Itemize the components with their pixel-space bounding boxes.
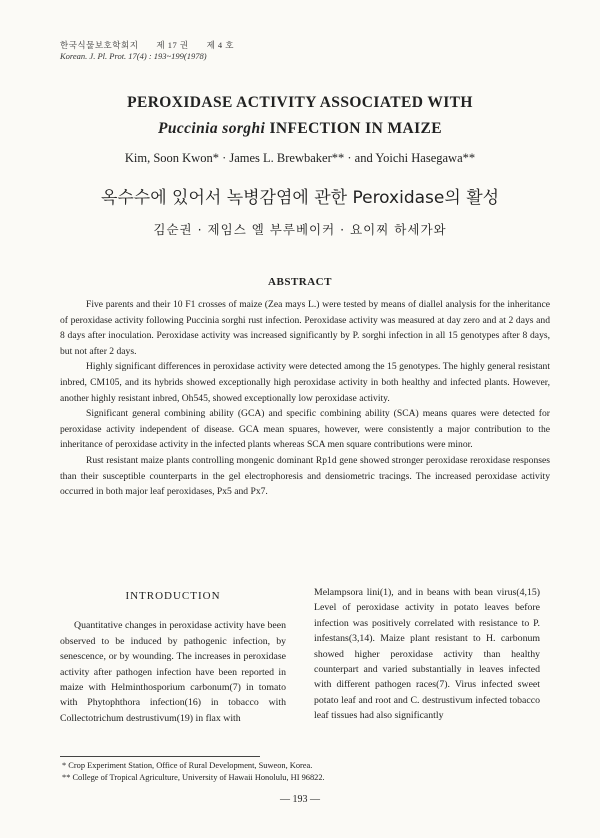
journal-english: Korean. J. Pl. Prot. 17(4) : 193~199(1978) (60, 51, 207, 61)
column-right (314, 585, 540, 724)
abstract-paragraph: Five parents and their 10 F1 crosses of maize (Zea mays L.) were tested by means of diallel analysis for the inheritance of peroxidase activity following Puccinia sorghi rust infection. Peroxidase activity was measured at day zero and at 2 days and 8 days after inoculation. Peroxidase activity was increased significantly by P. sorghi infection in all 15 genotypes after 8 days, but not after 2 days. (60, 299, 550, 357)
korean-title: 옥수수에 있어서 녹병감염에 관한 Peroxidase의 활성 (100, 188, 500, 208)
footnotes (62, 760, 325, 784)
journal-header (60, 40, 234, 62)
intro-paragraph-left: Quantitative changes in peroxidase activity have been observed to be induced by pathogenic infection, by senescence, or by wounding. The increases in peroxidase activity after pathogen infection have been reported in maize with Helminthosporium carbonum(7) in tomato with Phytophthora infection(16) in tobacco with Collectotrichum destrustivum(19) in flax with (60, 620, 286, 724)
title-species: Puccinia sorghi (157, 120, 266, 137)
intro-paragraph-right: Melampsora lini(1), and in beans with bean virus(4,15) Level of peroxidase activity in potato leaves before infection was positively correlated with resistance to P. infestans(3,14). Maize plant resistant to H. carbonum showed higher peroxidase activity than healthy counterpart and varied substantially in leaves infected with different pathogen races(7). Virus infected sweet potato leaf and root and C. destrustivum infected tobacco leaf tissues had also significantly (314, 587, 540, 722)
footnote-1: * Crop Experiment Station, Office of Rural Development, Suweon, Korea. (62, 761, 313, 770)
abstract-paragraph: Rust resistant maize plants controlling mongenic dominant Rp1d gene showed stronger peroxidase reroxidase responses than their susceptible counterparts in the gel electrophoresis and densiometric tracings. The increased peroxidase activity occurred in both major leaf peroxidases, Px5 and Px7. (60, 454, 550, 498)
section-heading-introduction: INTRODUCTION (125, 590, 221, 602)
abstract-body (60, 297, 550, 500)
title-rest: INFECTION IN MAIZE (265, 120, 443, 137)
paper-title-line2 (40, 120, 560, 138)
page-number: — 193 — (280, 794, 320, 805)
abstract-heading: ABSTRACT (268, 276, 332, 288)
abstract-paragraph: Significant general combining ability (GCA) and specific combining ability (SCA) means quares were detected for peroxidase activity independent of disease. GCA mean spuares, however, were consistently a major contribution to the inheritance of peroxidase activity in the infected plants whereas SCA men square contributions were minor. (60, 408, 550, 451)
paper-title-line1: PEROXIDASE ACTIVITY ASSOCIATED WITH (127, 94, 473, 111)
abstract-paragraph: Highly significant differences in peroxidase activity were detected among the 15 genotypes. The highly general resistant inbred, CM105, and its hybrids showed exceptionally high peroxidase activity in both healthy and infected plants. However, another highly resistant inbred, Oh545, showed exceptionally low peroxidase activity. (60, 361, 550, 404)
footnote-2: ** College of Tropical Agriculture, University of Hawaii Honolulu, HI 96822. (62, 773, 325, 782)
footnote-divider (60, 756, 260, 757)
journal-korean: 한국식물보호학회지 제 17 권 제 4 호 (60, 40, 234, 50)
column-left (60, 585, 286, 726)
authors: Kim, Soon Kwon* · James L. Brewbaker** · and Yoichi Hasegawa** (124, 151, 476, 165)
korean-authors: 김순권 · 제임스 엘 부루베이커 · 요이찌 하세가와 (153, 222, 447, 237)
